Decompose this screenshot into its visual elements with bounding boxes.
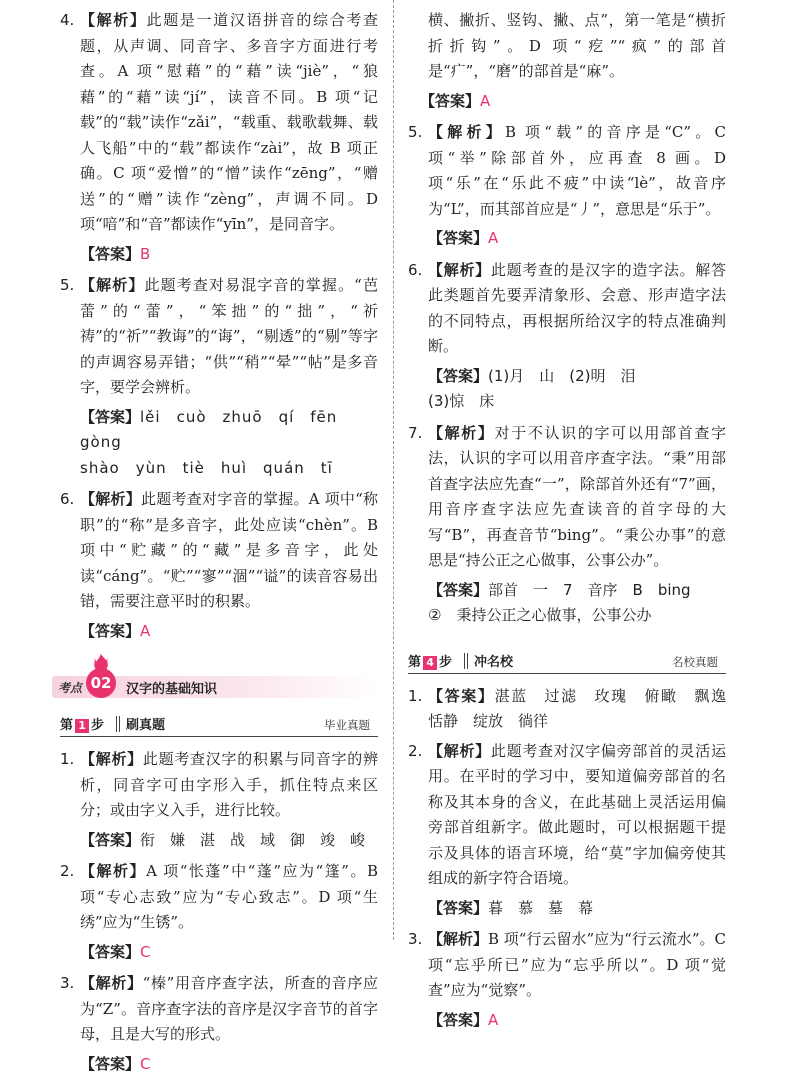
step-label: [60, 714, 104, 733]
answer-value: 湛蓝 过滤 玫瑰 俯瞰 飘逸 恬静 绽放 徜徉: [428, 686, 741, 730]
question-item: [408, 421, 726, 574]
question-item: [60, 487, 378, 615]
step-suffix: 步: [91, 718, 105, 733]
analysis-text: 此题考查的是汉字的造字法。解答此类题首先要弄清象形、会意、形声造字法的不同特点，再根据所给汉字的特点准确判断。: [428, 260, 726, 355]
answer-value-line2: (3)惊 床: [428, 392, 495, 410]
analysis-tag: 【解析】: [80, 974, 143, 992]
answer-line: [408, 226, 726, 252]
answer-line: [60, 242, 378, 268]
answer-tag: 【答案】: [428, 366, 489, 385]
banner-number: 02: [86, 668, 116, 698]
step-separator: [467, 653, 468, 669]
answer-value: A: [488, 229, 499, 247]
answer-tag: 【答案】: [420, 91, 481, 110]
step-header: [408, 651, 726, 674]
analysis-tag: 【解析】: [80, 11, 147, 29]
answer-value-line2: shào yùn tiè huì quán tī: [80, 458, 333, 477]
question-number: 6.: [408, 260, 423, 279]
question-number: 5.: [408, 123, 423, 141]
question-item: [60, 747, 378, 824]
step-number: 4: [423, 656, 437, 670]
question-number: 7.: [408, 423, 423, 442]
answer-line: [408, 578, 726, 629]
step-header: [60, 714, 378, 737]
analysis-tag: 【解析】: [428, 423, 495, 442]
step-suffix: 步: [439, 654, 453, 670]
answer-line: [408, 89, 726, 115]
answer-value: 衔 嫌 湛 战 域 御 竣 峻: [140, 830, 366, 849]
analysis-text: 此题考查汉字的积累与同音字的辨析，同音字可由字形入手，抓住特点来区分；或由字义入手，进行比较。: [80, 750, 378, 819]
analysis-text: 此题考查对汉字偏旁部首的灵活运用。在平时的学习中，要知道偏旁部首的名称及其本身的含义，在此基础上灵活运用偏旁部首组新字。做此题时，可以根据题干提示及具体的语言环境，给“莫”字加偏旁使其组成的新字符合语境。: [428, 741, 726, 887]
analysis-text: “榛”用音序查字法，所查的音序应为“Z”。音序查字法的音序是汉字音节的首字母，且是大写的形式。: [80, 974, 378, 1043]
question-number: 5.: [60, 276, 75, 294]
answer-tag: 【答案】: [428, 686, 495, 705]
answer-tag: 【答案】: [80, 942, 141, 961]
step-separator: [116, 716, 117, 732]
analysis-tag: 【解析】: [428, 741, 491, 760]
analysis-text: 对于不认识的字可以用部首查字法，认识的字可以用音序查字法。“秉”用部首查字法应先查“一”，除部首外还有“7”画，用音序查字法应先查读音的首字母的大写“B”，再查音节“bing”。“秉公办事”的意思是“持公正之心做事，公事公办”。: [428, 423, 726, 569]
step-source: 毕业真题: [324, 718, 370, 732]
answer-tag: 【答案】: [428, 580, 489, 599]
column-divider: [393, 0, 394, 940]
question-continuation: [408, 8, 726, 85]
step-label: [408, 651, 452, 670]
analysis-tag: 【解析】: [428, 260, 491, 279]
step-name: 刷真题: [126, 718, 166, 733]
answer-value: 暮 慕 墓 幕: [488, 898, 594, 917]
answer-line: [60, 940, 378, 966]
analysis-tag: 【解析】: [80, 276, 145, 294]
step-name: 冲名校: [474, 654, 514, 670]
right-column: [408, 8, 741, 1039]
answer-line: [408, 364, 726, 415]
question-number: 6.: [60, 490, 75, 508]
step-number: 1: [75, 719, 89, 733]
question-item: [60, 273, 378, 401]
question-item: [408, 120, 726, 222]
question-item: [60, 8, 378, 238]
question-number: 3.: [60, 974, 75, 992]
left-column: [60, 8, 378, 1083]
answer-line: [408, 1008, 726, 1034]
analysis-text: 此题是一道汉语拼音的综合考查题，从声调、同音字、多音字方面进行考查。A 项“慰藉”的“藉”读“jiè”，“狼藉”的“藉”读“jí”，读音不同。B 项“记载”的“载”读作“zǎi”，“载重、载歌载舞、载人飞船”中的“载”都读作“zài”，故 B 项正确。C 项“爱憎”的“憎”读作“zēng”，“赠送”的“赠”读作“zèng”，声调不同。D 项“喑”和“音”都读作“yīn”，是同音字。: [80, 11, 378, 233]
analysis-text: B 项“行云留水”应为“行云流水”。C 项“忘乎所已”应为“忘乎所以”。D 项“觉查”应为“觉察”。: [428, 930, 726, 999]
step-source: 名校真题: [672, 654, 718, 669]
answer-value: A: [480, 91, 491, 110]
question-item: [408, 258, 726, 360]
analysis-text: 此题考查对字音的掌握。A 项中“称职”的“称”是多音字，此处应读“chèn”。B 项中“贮藏”的“藏”是多音字，此处读“cáng”。“贮”“寥”“涸”“谥”的读音容易出错，需要注意平时的积累。: [80, 490, 378, 610]
answer-tag: 【答案】: [428, 1010, 489, 1029]
answer-tag: 【答案】: [80, 830, 141, 849]
question-item: [60, 859, 378, 936]
answer-value: C: [140, 1054, 151, 1073]
answer-line: [60, 405, 378, 482]
answer-tag: 【答案】: [428, 898, 489, 917]
question-item: [408, 684, 741, 735]
question-number: 1.: [60, 750, 75, 768]
analysis-text: 横、撇折、竖钩、撇、点”，第一笔是“横折折折钩”。D 项“疙”“疯”的部首是“疒”，“磨”的部首是“麻”。: [428, 11, 726, 80]
step-separator: [464, 653, 465, 669]
section-banner: [52, 658, 378, 704]
question-number: 2.: [60, 862, 75, 880]
answer-line: [60, 828, 378, 854]
analysis-tag: 【解析】: [80, 490, 141, 508]
analysis-tag: 【解析】: [80, 750, 143, 768]
answer-value: A: [140, 621, 151, 640]
question-number: 3.: [408, 930, 423, 948]
analysis-tag: 【解析】: [80, 862, 147, 880]
analysis-tag: 【解析】: [428, 123, 505, 141]
answer-line: [60, 1052, 378, 1078]
analysis-text: A 项“怅蓬”中“蓬”应为“篷”。B 项“专心志致”应为“专心致志”。D 项“生绣”应为“生锈”。: [80, 862, 378, 931]
step-separator: [119, 716, 120, 732]
answer-value: (1)月 山 (2)明 泪: [488, 366, 636, 385]
answer-tag: 【答案】: [80, 244, 141, 263]
answer-tag: 【答案】: [80, 407, 141, 426]
analysis-text: 此题考查对易混字音的掌握。“芭蕾”的“蕾”，“笨拙”的“拙”，“祈祷”的“祈”“教诲”的“诲”，“剔透”的“剔”等字的声调容易弄错；“供”“稍”“晕”“帖”是多音字，要学会辨析。: [80, 276, 378, 396]
analysis-tag: 【解析】: [428, 930, 489, 948]
answer-value: lěi cuò zhuō qí fēn gòng: [80, 407, 354, 451]
question-item: [408, 739, 726, 892]
answer-value: A: [488, 1010, 499, 1029]
question-number: 2.: [408, 741, 423, 760]
question-number: 4.: [60, 11, 75, 29]
answer-value: C: [140, 942, 151, 961]
answer-value: B: [140, 244, 151, 263]
answer-tag: 【答案】: [80, 1054, 141, 1073]
banner-kaodian: 考点: [58, 681, 83, 695]
question-item: [408, 927, 726, 1004]
answer-tag: 【答案】: [80, 621, 141, 640]
step-prefix: 第: [60, 718, 74, 733]
question-item: [60, 971, 378, 1048]
answer-line: [60, 619, 378, 645]
step-prefix: 第: [408, 654, 422, 670]
answer-line: [408, 896, 726, 922]
analysis-text: B 项“载”的音序是“C”。C 项“举”除部首外，应再查 8 画。D 项“乐”在“乐此不疲”中读“lè”，故音序为“L”，而其部首应是“丿”，意思是“乐于”。: [428, 123, 726, 218]
banner-title: 汉字的基础知识: [126, 682, 218, 697]
question-number: 1.: [408, 686, 423, 705]
answer-tag: 【答案】: [428, 229, 489, 247]
answer-value-line2: ② 秉持公正之心做事，公事公办: [428, 606, 652, 624]
answer-value: 部首 一 7 音序 B bing: [488, 580, 691, 599]
